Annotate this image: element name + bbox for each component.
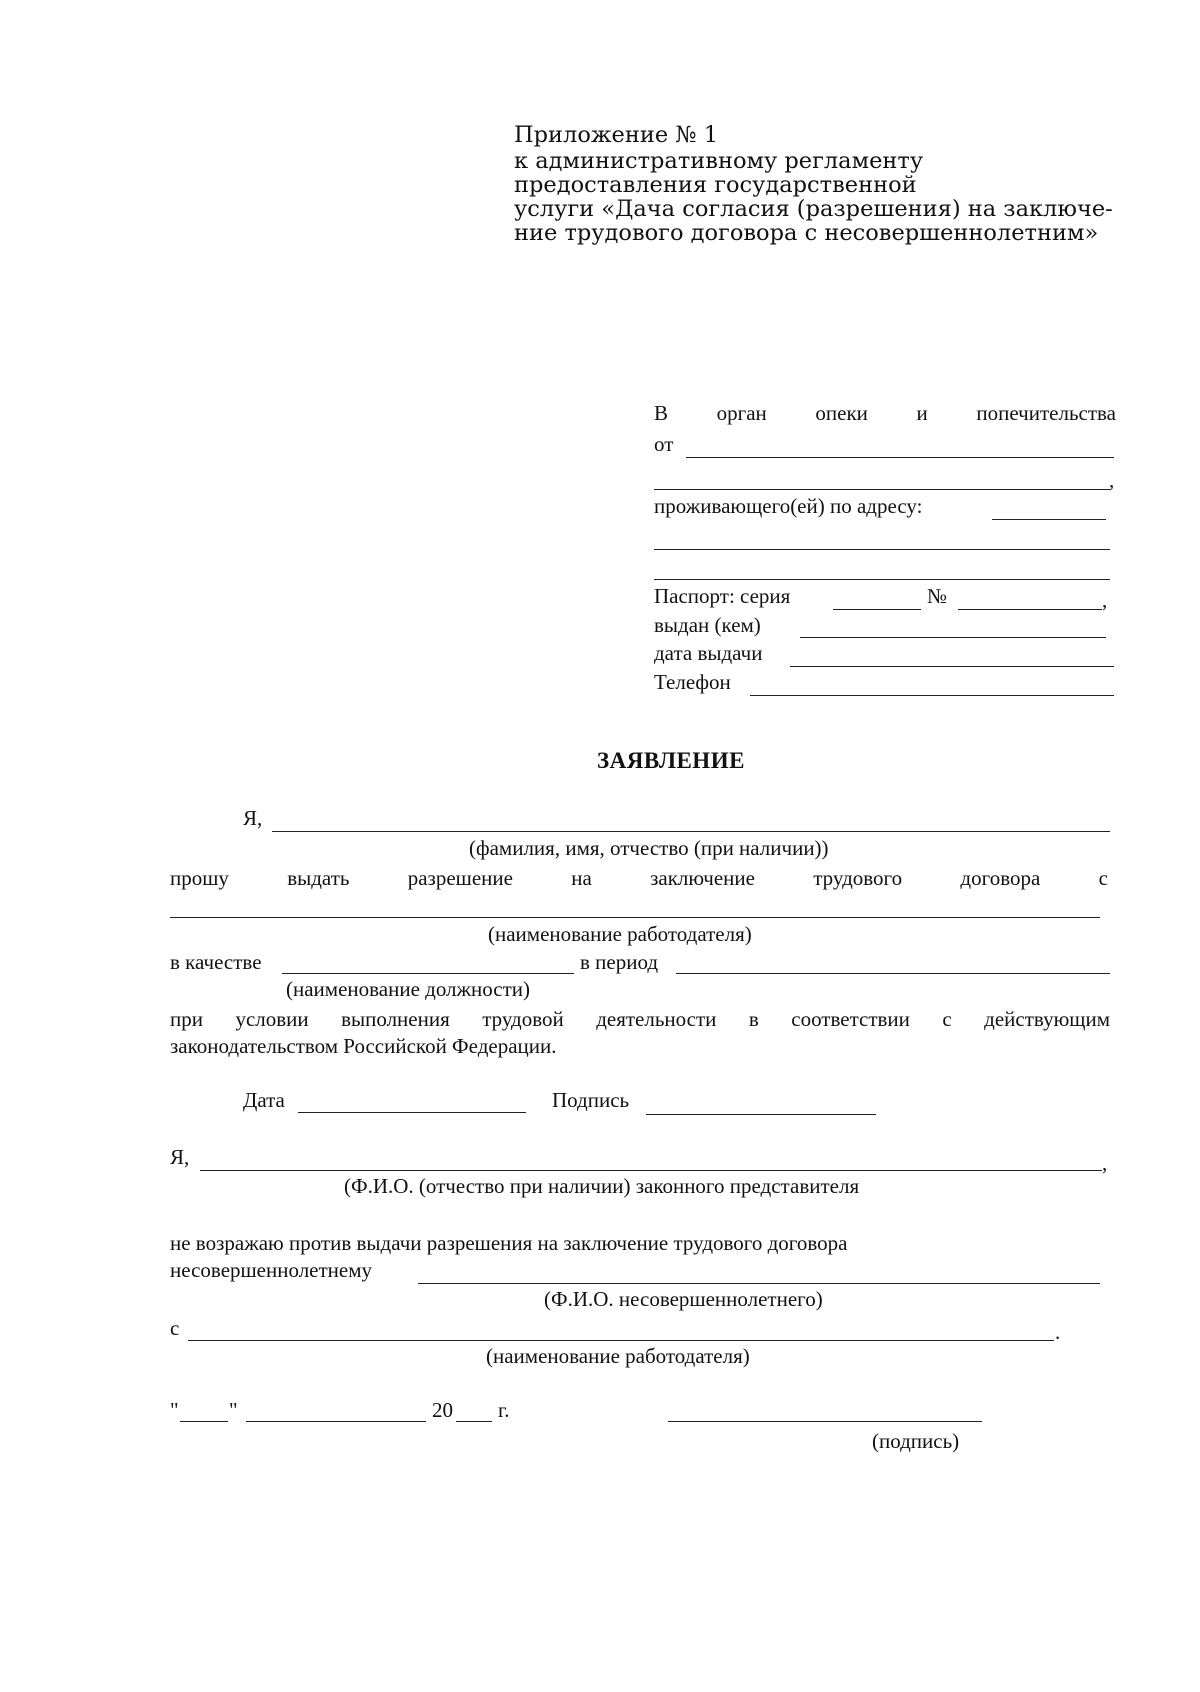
recipient-organ-line — [654, 401, 1116, 426]
comma: , — [1102, 1151, 1108, 1175]
passport-number-label: № — [927, 584, 948, 608]
position-caption: (наименование должности) — [286, 977, 531, 1001]
from-label: от — [654, 432, 674, 456]
date-label: Дата — [243, 1088, 285, 1112]
month-field[interactable] — [246, 1421, 426, 1422]
year-field[interactable] — [456, 1421, 492, 1422]
recipient-word: В — [654, 401, 669, 425]
appendix-number: Приложение № 1 — [514, 122, 719, 148]
quote-close: " — [229, 1398, 238, 1422]
final-signature-field[interactable] — [668, 1421, 982, 1422]
quote-open: " — [170, 1398, 179, 1422]
from-field-line-2[interactable] — [654, 489, 1110, 490]
period-end: . — [1055, 1320, 1061, 1344]
condition-word: условии — [235, 1007, 309, 1031]
from-field-line[interactable] — [686, 457, 1114, 458]
passport-series-label: Паспорт: серия — [654, 584, 791, 608]
year-prefix: 20 — [432, 1398, 453, 1422]
appendix-line-2: к административному регламенту — [514, 148, 924, 174]
consent-employer-field[interactable] — [188, 1340, 1054, 1341]
document-title: ЗАЯВЛЕНИЕ — [597, 748, 745, 773]
consent-employer-caption: (наименование работодателя) — [486, 1344, 750, 1368]
request-word: прошу — [170, 866, 229, 890]
condition-word: деятельности — [596, 1007, 717, 1031]
consent-line-1: не возражаю против выдачи разрешения на заключение трудового договора — [170, 1231, 848, 1255]
condition-word: выполнения — [341, 1007, 450, 1031]
request-word: разрешение — [407, 866, 513, 890]
signature-label: Подпись — [552, 1088, 630, 1112]
recipient-word: опеки — [815, 401, 868, 425]
period-label: в период — [580, 950, 659, 974]
i-label: Я, — [243, 806, 263, 830]
address-label: проживающего(ей) по адресу: — [654, 494, 923, 518]
recipient-word: и — [916, 401, 928, 425]
request-word: с — [1098, 866, 1108, 890]
year-suffix: г. — [498, 1398, 510, 1422]
minor-fio-field[interactable] — [418, 1283, 1100, 1284]
condition-word: соответствии — [791, 1007, 910, 1031]
with-label: с — [170, 1316, 180, 1340]
passport-series-field[interactable] — [833, 609, 921, 610]
minor-label: несовершеннолетнему — [170, 1258, 373, 1282]
fio-caption: (фамилия, имя, отчество (при наличии)) — [469, 836, 829, 860]
condition-word: с — [942, 1007, 952, 1031]
issued-by-field[interactable] — [800, 637, 1106, 638]
comma: , — [1102, 588, 1108, 612]
employer-caption: (наименование работодателя) — [488, 922, 752, 946]
day-field[interactable] — [180, 1421, 228, 1422]
request-word: договора — [960, 866, 1041, 890]
request-word: трудового — [813, 866, 903, 890]
condition-line — [170, 1007, 1110, 1032]
phone-label: Телефон — [654, 670, 731, 694]
signature-caption: (подпись) — [872, 1429, 960, 1453]
passport-number-field[interactable] — [958, 609, 1102, 610]
date-field[interactable] — [298, 1112, 526, 1113]
employer-field[interactable] — [170, 917, 1100, 918]
condition-word: действующим — [984, 1007, 1110, 1031]
request-line — [170, 866, 1108, 891]
comma: , — [1109, 468, 1115, 492]
issue-date-field[interactable] — [790, 666, 1114, 667]
condition-line-2: законодательством Российской Федерации. — [170, 1034, 557, 1058]
condition-word: трудовой — [482, 1007, 564, 1031]
appendix-line-4: услуги «Дача согласия (разрешения) на заключе- — [514, 196, 1113, 222]
applicant-fio-field[interactable] — [272, 831, 1110, 832]
minor-caption: (Ф.И.О. несовершеннолетнего) — [544, 1287, 823, 1311]
issued-by-label: выдан (кем) — [654, 613, 761, 637]
signature-field[interactable] — [646, 1114, 876, 1115]
representative-fio-field[interactable] — [200, 1170, 1102, 1171]
phone-field[interactable] — [750, 695, 1114, 696]
appendix-line-5: ние трудового договора с несовершеннолетним» — [514, 220, 1099, 246]
address-field-line[interactable] — [992, 519, 1106, 520]
appendix-line-3: предоставления государственной — [514, 172, 917, 198]
representative-caption: (Ф.И.О. (отчество при наличии) законного представителя — [344, 1174, 860, 1198]
as-label: в качестве — [170, 950, 262, 974]
condition-word: в — [748, 1007, 759, 1031]
request-word: выдать — [287, 866, 350, 890]
request-word: заключение — [650, 866, 755, 890]
recipient-word: попечительства — [976, 401, 1116, 425]
issue-date-label: дата выдачи — [654, 641, 763, 665]
request-word: на — [571, 866, 592, 890]
consent-i-label: Я, — [170, 1145, 190, 1169]
position-field[interactable] — [282, 973, 574, 974]
period-field[interactable] — [676, 973, 1110, 974]
condition-word: при — [170, 1007, 203, 1031]
address-field-line-2[interactable] — [654, 549, 1110, 550]
address-field-line-3[interactable] — [654, 579, 1110, 580]
recipient-word: орган — [716, 401, 767, 425]
